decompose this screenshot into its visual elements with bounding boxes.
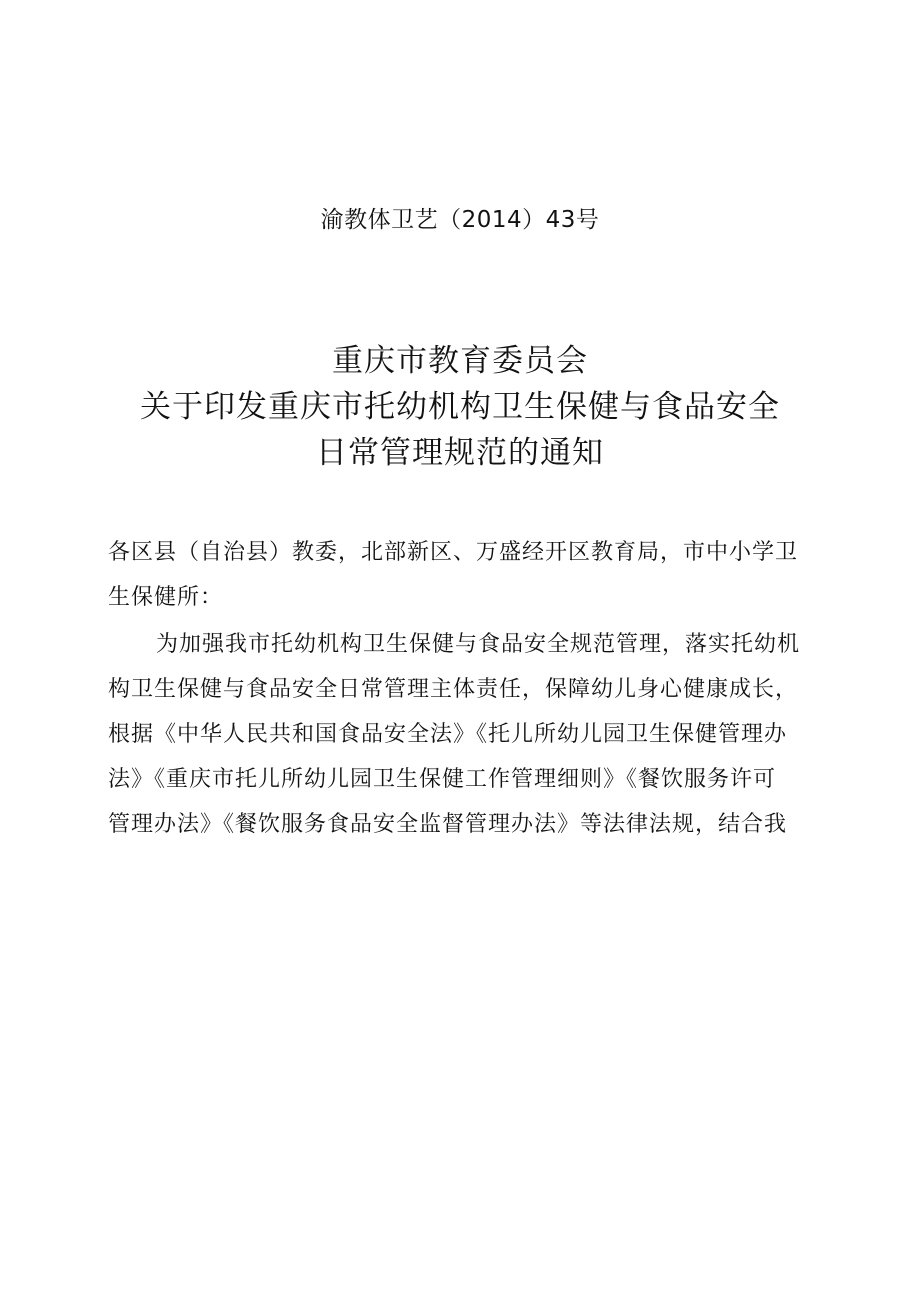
- paragraph-line-3: 根据《中华人民共和国食品安全法》《托儿所幼儿园卫生保健管理办: [108, 722, 788, 747]
- paragraph-line-4: 法》《重庆市托儿所幼儿园卫生保健工作管理细则》《餐饮服务许可: [108, 767, 777, 792]
- title-line-1: 重庆市教育委员会: [332, 343, 588, 379]
- document-number: 渝教体卫艺（2014）43号: [320, 207, 600, 233]
- paragraph-line-5: 管理办法》《餐饮服务食品安全监督管理办法》等法律法规，结合我: [108, 812, 788, 837]
- title-line-2: 关于印发重庆市托幼机构卫生保健与食品安全: [140, 389, 780, 425]
- document-title: [0, 338, 920, 476]
- body-paragraph: [108, 622, 813, 847]
- salutation: [108, 530, 813, 620]
- paragraph-line-2: 构卫生保健与食品安全日常管理主体责任，保障幼儿身心健康成长，: [108, 677, 799, 702]
- salutation-line-2: 生保健所：: [108, 585, 224, 610]
- paragraph-line-1: 为加强我市托幼机构卫生保健与食品安全规范管理，落实托幼机: [156, 632, 801, 657]
- salutation-line-1: 各区县（自治县）教委，北部新区、万盛经开区教育局，市中小学卫: [108, 540, 799, 565]
- title-line-3: 日常管理规范的通知: [316, 435, 604, 471]
